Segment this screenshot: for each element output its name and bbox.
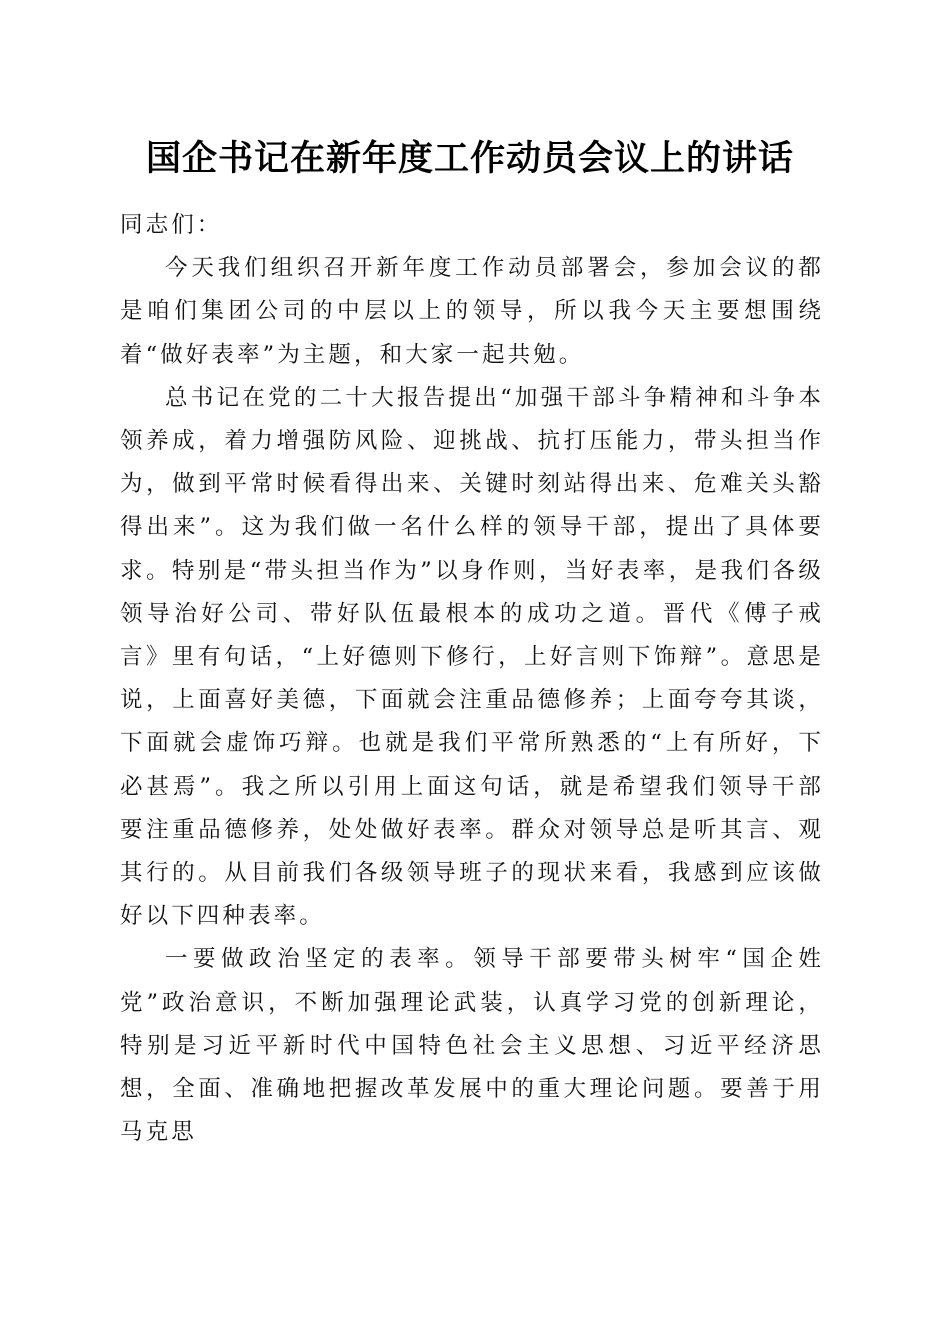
salutation: 同志们： <box>120 212 223 238</box>
paragraph-requirements: 总书记在党的二十大报告提出“加强干部斗争精神和斗争本领养成，着力增强防风险、迎挑战、抗打压能力，带头担当作为，做到平常时候看得出来、关键时刻站得出来、危难关头豁得出来”。这为我们做一名什么样的领导干部，提出了具体要求。特别是“带头担当作为”以身作则，当好表率，是我们各级领导治好公司、带好队伍最根本的成功之道。晋代《傅子戒言》里有句话，“上好德则下修行，上好言则下饰辩”。意思是说，上面喜好美德，下面就会注重品德修养；上面夸夸其谈，下面就会虚饰巧辩。也就是我们平常所熟悉的“上有所好，下必甚焉”。我之所以引用上面这句话，就是希望我们领导干部要注重品德修养，处处做好表率。群众对领导总是听其言、观其行的。从目前我们各级领导班子的现状来看，我感到应该做好以下四种表率。 <box>120 384 824 930</box>
document-body <box>120 204 824 1154</box>
paragraph-political-model: 一要做政治坚定的表率。领导干部要带头树牢“国企姓党”政治意识，不断加强理论武装，认真学习党的创新理论，特别是习近平新时代中国特色社会主义思想、习近平经济思想，全面、准确地把握改革发展中的重大理论问题。要善于用马克思 <box>120 946 824 1146</box>
paragraph-opening: 今天我们组织召开新年度工作动员部署会，参加会议的都是咱们集团公司的中层以上的领导，所以我今天主要想围绕着“做好表率”为主题，和大家一起共勉。 <box>120 255 824 368</box>
document-title: 国企书记在新年度工作动员会议上的讲话 <box>145 138 794 179</box>
